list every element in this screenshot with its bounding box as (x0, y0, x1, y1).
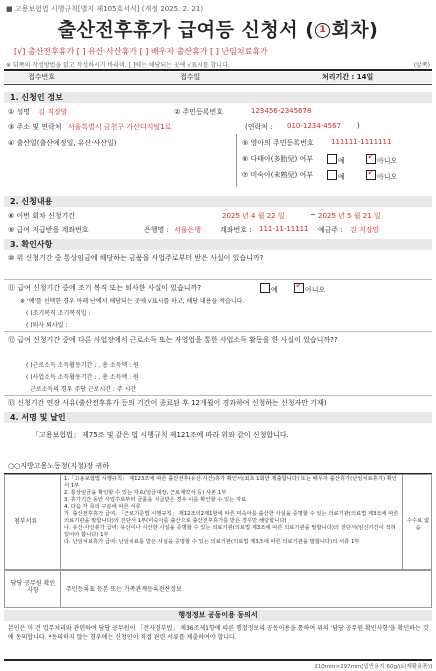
multiple-no-checkbox[interactable] (366, 154, 376, 164)
multiple-yes-checkbox[interactable] (327, 154, 337, 164)
period-row: ⑧ 이번 회차 신청기간 2025 년 4 월 22 일 ~ 2025 년 5 월 21 일 (8, 211, 381, 220)
officer-label: 담당 공무원 확인사항 (10, 580, 56, 594)
q12-text: ⑫ 급여 신청기간 중에 다른 사업장에서 근로소득 또는 자영업을 통한 사업소득 활동을 한 사실이 있습니까?? (8, 336, 338, 344)
section-confirmation: 3. 확인사항 (4, 239, 432, 250)
attachment-item: 나. 유산·사산휴가 급여: 유산이나 사산한 사실을 증명할 수 있는 의료기관(의료법 제3조에 따른 의료기관을 말합니다)의 진단서(임신기간이 적혀 있어야 합니다) 1부 (64, 525, 396, 538)
premature-yes-checkbox[interactable] (327, 170, 337, 180)
leave-type-row: [√] 출산전후휴가 [ ] 유산·사산휴가 [ ] 배우자 출산휴가 [ ] 난임치료휴가 (14, 47, 268, 56)
section-signature: 4. 서명 및 날인 (4, 412, 432, 423)
address-row: ③ 주소 및 연락처 서울특별시 금천구 가산디지털1로 (연락처 : 010-1234-4567 ) (8, 122, 360, 131)
officer-text: 주민등록표 등본 또는 가족관계등록전산정보 (66, 586, 182, 593)
paper-size: 210mm×297mm[일반용지 60g/㎡(재활용품)] (314, 664, 432, 670)
attachment-item: 다. 난임치료휴가 급여: 난임치료를 받은 사실을 증명할 수 있는 의료기관(의료법 제3조에 따른 의료기관을 말합니다)의 서류 1부 (64, 539, 360, 545)
fee-label: 수수료 없음 (406, 518, 430, 531)
q12-business-line: ( )사업소득 소득활동기간 : , 총 소득액 : 원 (26, 374, 139, 381)
q11-row: ⑪ 급여 신청기간 중에 조기 복직 또는 퇴사한 사실이 있습니까? 예 ✓ 아니오 (8, 283, 432, 293)
period-to[interactable]: 2025 년 5 월 21 일 (318, 212, 381, 220)
infant-rrn-row: ⑤ 영아의 주민등록번호 111111-1111111 (242, 138, 392, 147)
title-main: 출산전후휴가 급여등 신청서 (57, 19, 299, 41)
period-from[interactable]: 2025 년 4 월 22 일 (222, 212, 285, 220)
q11-resign-line: ( )퇴사 퇴사일 : (26, 322, 68, 329)
q11-yes-checkbox[interactable] (260, 283, 270, 293)
premature-no-checkbox[interactable] (366, 170, 376, 180)
q11-return-line: ( )조기복직 조기복직일 : (26, 310, 91, 317)
admin-consent-text: 본인은 이 건 업무처리와 관련하여 담당 공무원이 「전자정부법」 제36조제1항에 따른 행정정보의 공동이용을 통하여 위의 '담당 공무원 확인사항'을 확인하는 것에 동의합니다. *동의하지 않는 경우에는 신청인이 직접 관련 서류를 제출하여야 합니다. (8, 625, 429, 641)
notice: ※ 뒤쪽의 작성방법을 읽고 작성하시기 바라며, [ ]에는 해당되는 곳에 √표시를 합니다. (앞쪽) (6, 62, 430, 69)
attachment-item: 4. 다음 각 목의 구분에 따른 서류 (64, 504, 141, 510)
rrn-field[interactable]: 123456-2345678 (251, 107, 312, 115)
title-round-suffix: 회차) (331, 19, 379, 41)
premature-row: ⑦ 미숙아(未熟兒) 여부 예 ✓ 아니오 (242, 170, 432, 180)
section-application: 2. 신청내용 (4, 196, 432, 207)
name-row: ① 성명 김 직장맘 ② 주민등록번호 123456-2345678 (8, 107, 312, 116)
leave-type-options: 출산전후휴가 [ ] 유산·사산휴가 [ ] 배우자 출산휴가 [ ] 난임치료휴가 (27, 47, 268, 56)
attachments-label: 첨부서류 (14, 518, 38, 525)
attachment-item: 2. 통상임금을 확인할 수 있는 자료(임금대장, 근로계약서 등) 사본 1부 (64, 490, 227, 496)
attachment-item: 1.「고용보험법 시행규칙」 제123조에 따른 출산전후(유산·사산)휴가 확인서(최초 1회만 제출합니다) 또는 배우자 출산휴가(난임치료휴가) 확인서 1부 (64, 476, 397, 489)
page-title: 출산전후휴가 급여등 신청서 ( 1 회차) (57, 19, 379, 41)
multiple-birth-row: ⑥ 다태아(多胎兒) 여부 예 ✓ 아니오 (242, 154, 432, 164)
addressee: ○○지방고용노동청(지청)장 귀하 (8, 462, 110, 470)
account-field[interactable]: 111-11-11111 (259, 225, 309, 233)
receipt-row: 접수번호 접수일 처리기간 : 14일 (4, 72, 432, 83)
account-row: ⑨ 급여 지급받을 계좌번호 은행명 : 서울은행 계좌번호 : 111-11-11111 예금주 : 김 직장맘 (8, 225, 380, 234)
attachment-item: 3. 휴가기간 동안 사업주로부터 금품을 지급받은 경우 이를 확인할 수 있는 자료 (64, 497, 247, 503)
divider (4, 69, 432, 71)
admin-consent-title: 행정정보 공동이용 동의서 (4, 610, 432, 621)
infant-rrn-field[interactable]: 111111-1111111 (331, 138, 392, 146)
attachments-list (64, 476, 400, 546)
q12-hours-line: 근로소득의 경우 주당 근로시간 : 주 시간 (30, 386, 137, 393)
law-text: 「고용보험법」 제75조 및 같은 법 시행규칙 제121조에 따라 위와 같이 신청합니다. (32, 431, 289, 439)
round-number: 1 (315, 23, 330, 38)
q11-note: ※ '예'를 선택한 경우 아래 난에서 해당되는 곳에 √표시를 하고, 해당 내용을 적습니다. (20, 298, 245, 305)
section-applicant-info: 1. 신청인 정보 (4, 92, 432, 103)
q11-no-checkbox[interactable] (294, 283, 304, 293)
q12-wage-line: ( )근로소득 소득활동기간 : , 총 소득액 : 원 (26, 362, 139, 369)
birth-row: ④ 출산일(출산예정일, 유산·사산일) (8, 139, 117, 147)
phone-field[interactable]: 010-1234-4567 (287, 122, 342, 130)
address-field[interactable]: 서울특별시 금천구 가산디지털1로 (67, 123, 172, 131)
attachment-item: 가. 출산전후휴가 급여: 「근로기준법 시행규칙」 제12조의2제1항에 따른 미숙아를 출산한 사실을 증명할 수 있는 의료기관(의료법 제3조에 따른 의료기관을 말합니다)의 진단서 1부(미숙아를 출산으로 출산전후휴가를 받은 경우만 해당합니다) (64, 511, 399, 524)
q10-text: ⑩ 위 신청기간 중 통상임금에 해당하는 금품을 사업주로부터 받은 사실이 있습니까? (8, 254, 264, 262)
name-field[interactable]: 김 직장맘 (38, 108, 68, 116)
law-note: ■ 고용보험법 시행규칙[별지 제105호서식] (개정 2025. 2. 21) (6, 5, 204, 13)
holder-field[interactable]: 김 직장맘 (350, 226, 380, 234)
bank-field[interactable]: 서울은행 (174, 226, 202, 234)
q13-text: ⑬ 신청기간 연장 사유(출산전후휴가 등의 기간이 종료된 후 12개월이 경과하여 신청하는 신청자만 기재) (8, 399, 327, 407)
